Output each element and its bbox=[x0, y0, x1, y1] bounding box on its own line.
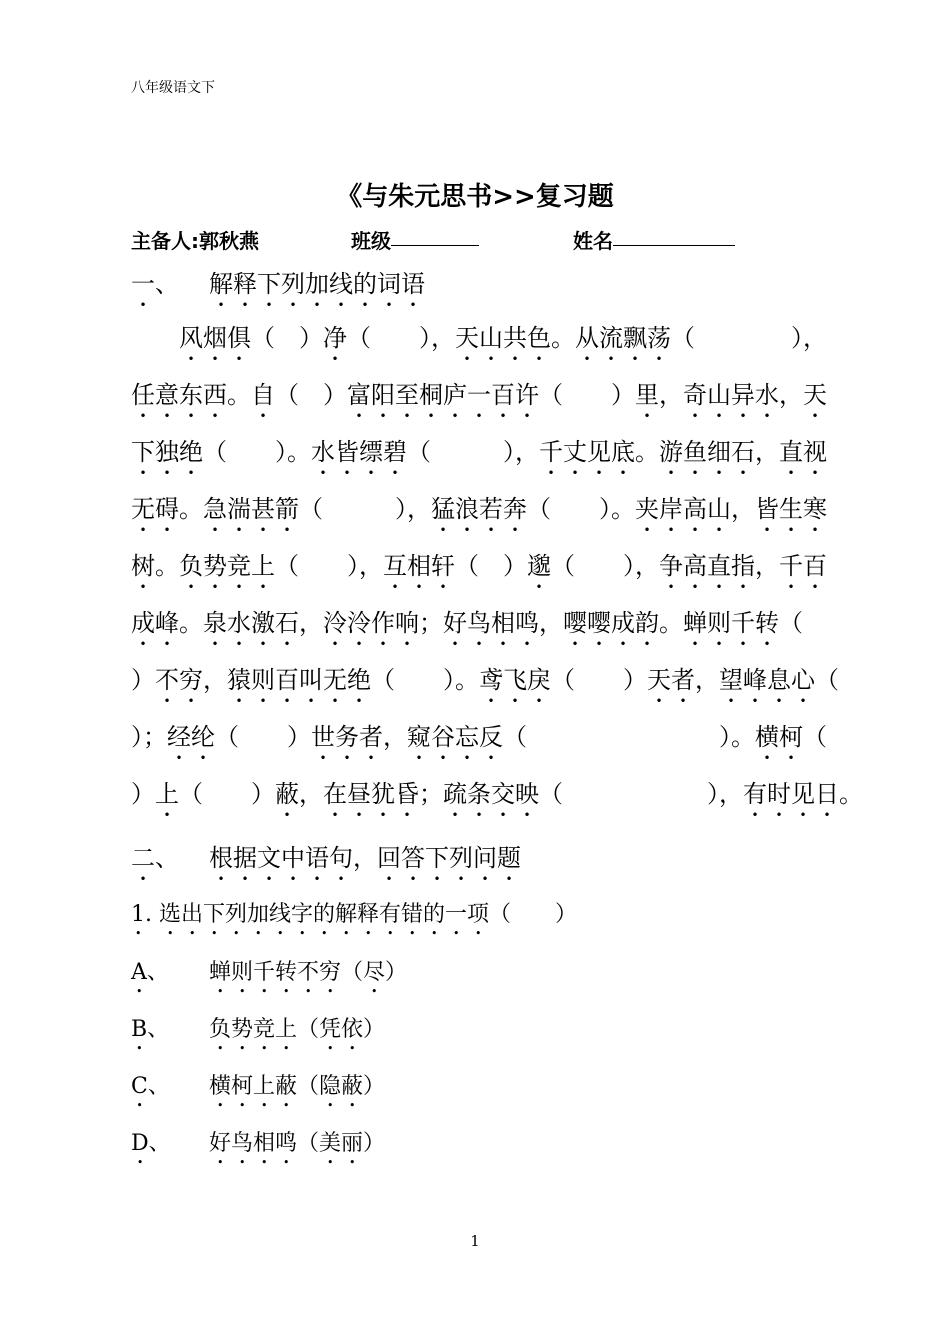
passage-line-text: 成峰。泉水激石，泠泠作响；好鸟相鸣，嘤嘤成韵。蝉则千转（ bbox=[131, 609, 803, 637]
passage-line-text: ）上（ ）蔽，在昼犹昏；疏条交映（ ），有时见日。 bbox=[131, 780, 863, 808]
passage-line bbox=[131, 603, 821, 643]
name-blank bbox=[613, 225, 735, 246]
page-number: 1 bbox=[470, 1232, 480, 1250]
passage-line-text: 任意东西。自（ ）富阳至桐庐一百许（ ）里，奇山异水，天 bbox=[131, 381, 827, 409]
passage-line-text: ）不穷，猿则百叫无绝（ ）。鸢飞戾（ ）天者，望峰息心（ bbox=[131, 666, 839, 694]
passage-line bbox=[131, 546, 827, 586]
option-text: 好鸟相鸣（美丽） bbox=[209, 1131, 386, 1156]
passage-line bbox=[131, 717, 827, 757]
option-letter: A、 bbox=[131, 960, 169, 985]
class-blank bbox=[391, 225, 479, 246]
passage-line-text: 树。负势竞上（ ），互相轩（ ）邈（ ），争高直指，千百 bbox=[131, 552, 827, 580]
option-text: 蝉则千转不穷（尽） bbox=[209, 960, 408, 985]
option-a bbox=[131, 955, 407, 998]
passage-line bbox=[131, 432, 827, 472]
passage-line bbox=[131, 489, 827, 529]
passage-line-text: 无碍。急湍甚箭（ ），猛浪若奔（ ）。夹岸高山，皆生寒 bbox=[131, 495, 827, 523]
question-one: 1. 选出下列加线字的解释有错的一项（ ） bbox=[131, 902, 577, 927]
name-field bbox=[573, 225, 613, 254]
passage-line-text: ）；经纶（ ）世务者，窥谷忘反（ ）。横柯（ bbox=[131, 723, 827, 751]
option-letter: D、 bbox=[131, 1131, 171, 1156]
page-title: 《与朱元思书>>复习题 bbox=[336, 182, 614, 212]
section-one-text: 解释下列加线的词语 bbox=[209, 270, 425, 298]
passage-line bbox=[131, 660, 839, 700]
section-one-heading bbox=[131, 264, 425, 312]
option-text: 横柯上蔽（隐蔽） bbox=[209, 1074, 386, 1099]
name-label: 姓名 bbox=[573, 229, 613, 253]
passage-line bbox=[131, 375, 827, 415]
section-two-heading bbox=[131, 838, 521, 886]
class-field bbox=[351, 225, 391, 254]
section-two-number: 二、 bbox=[131, 844, 179, 872]
passage-line bbox=[131, 318, 827, 358]
option-d bbox=[131, 1126, 385, 1169]
page-header: 八年级语文下 bbox=[131, 80, 215, 96]
option-text: 负势竞上（凭依） bbox=[209, 1017, 386, 1042]
option-c bbox=[131, 1069, 385, 1112]
option-letter: C、 bbox=[131, 1074, 170, 1099]
passage-line bbox=[131, 774, 863, 814]
option-b bbox=[131, 1012, 385, 1055]
section-one-number: 一、 bbox=[131, 270, 179, 298]
option-letter: B、 bbox=[131, 1017, 170, 1042]
passage-line-text: 下独绝（ ）。水皆缥碧（ ），千丈见底。游鱼细石，直视 bbox=[131, 438, 827, 466]
author-label: 主备人:郭秋燕 bbox=[131, 229, 259, 253]
section-two-text: 根据文中语句，回答下列问题 bbox=[209, 844, 521, 872]
passage-line-text: 风烟俱（ ）净（ ），天山共色。从流飘荡（ ）， bbox=[131, 324, 827, 352]
class-label: 班级 bbox=[351, 229, 391, 253]
